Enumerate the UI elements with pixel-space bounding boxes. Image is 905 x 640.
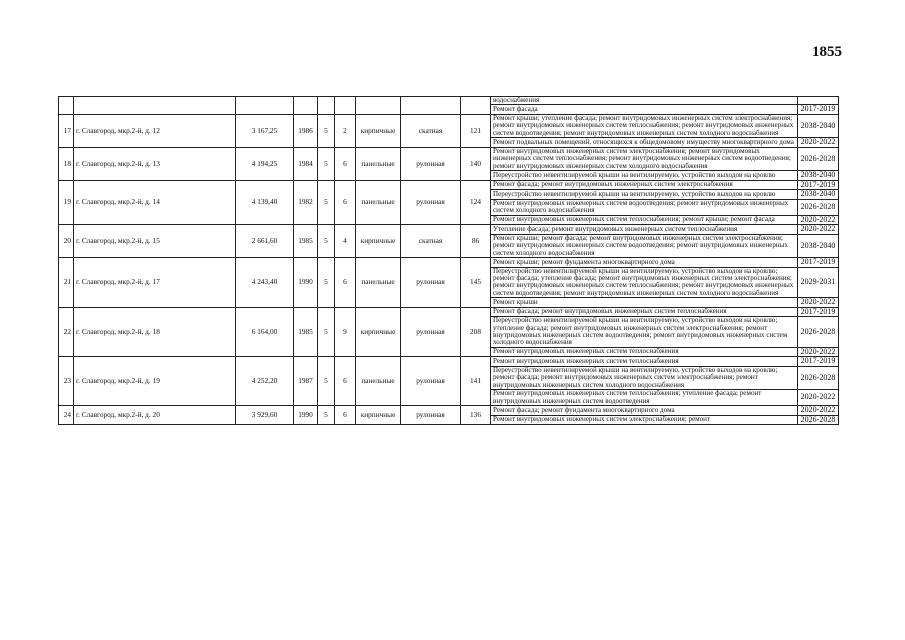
entrances-count: 9 bbox=[335, 307, 356, 357]
entrances-count: 4 bbox=[335, 225, 356, 258]
work-period: 2038-2040 bbox=[798, 170, 839, 180]
build-year: 1985 bbox=[294, 307, 318, 357]
table-row bbox=[59, 357, 839, 367]
floors-count: 5 bbox=[318, 257, 335, 307]
work-period: 2020-2022 bbox=[798, 138, 839, 148]
wall-material: кирпичные bbox=[356, 225, 401, 258]
empty-cell bbox=[74, 97, 236, 115]
apartments-count: 140 bbox=[461, 147, 491, 180]
floors-count: 5 bbox=[318, 357, 335, 406]
house-address: г. Славгород, мкр.2-й, д. 15 bbox=[74, 225, 236, 258]
floors-count: 5 bbox=[318, 225, 335, 258]
empty-cell bbox=[294, 97, 318, 115]
empty-cell bbox=[318, 97, 335, 115]
work-period: 2020-2022 bbox=[798, 298, 839, 308]
table-row bbox=[59, 307, 839, 317]
build-year: 1990 bbox=[294, 405, 318, 424]
roof-type: рулонная bbox=[401, 257, 461, 307]
wall-material: панельные bbox=[356, 180, 401, 225]
wall-material: панельные bbox=[356, 147, 401, 180]
roof-type: рулонная bbox=[401, 357, 461, 406]
total-area: 4 194,25 bbox=[236, 147, 294, 180]
work-period: 2020-2022 bbox=[798, 405, 839, 415]
work-period: 2026-2028 bbox=[798, 415, 839, 425]
total-area: 4 139,40 bbox=[236, 180, 294, 225]
row-number: 22 bbox=[59, 307, 74, 357]
work-description: Ремонт фасада; ремонт фундамента многоквартирного дома bbox=[491, 405, 798, 415]
table-row bbox=[59, 115, 839, 138]
work-period: 2017-2019 bbox=[798, 257, 839, 267]
apartments-count: 121 bbox=[461, 115, 491, 148]
total-area: 2 661,60 bbox=[236, 225, 294, 258]
wall-material: панельные bbox=[356, 357, 401, 406]
house-address: г. Славгород, мкр.2-й, д. 19 bbox=[74, 357, 236, 406]
table-body bbox=[59, 97, 839, 425]
entrances-count: 6 bbox=[335, 147, 356, 180]
work-period: 2029-2031 bbox=[798, 267, 839, 298]
roof-type: рулонная bbox=[401, 180, 461, 225]
work-period: 2017-2019 bbox=[798, 105, 839, 115]
roof-type: рулонная bbox=[401, 147, 461, 180]
empty-cell bbox=[356, 97, 401, 115]
row-number: 23 bbox=[59, 357, 74, 406]
row-number: 19 bbox=[59, 180, 74, 225]
housing-register-table bbox=[58, 96, 839, 425]
work-description: Ремонт внутридомовых инженерных систем водоотведения; ремонт внутридомовых инженерных систем холодного водоснабжения bbox=[491, 199, 798, 215]
work-description: Ремонт внутридомовых инженерных систем теплоснабжения bbox=[491, 357, 798, 367]
wall-material: панельные bbox=[356, 257, 401, 307]
row-number: 20 bbox=[59, 225, 74, 258]
floors-count: 5 bbox=[318, 180, 335, 225]
work-description: Ремонт внутридомовых инженерных систем теплоснабжения; ремонт крыши; ремонт фасада bbox=[491, 215, 798, 225]
work-description: Переустройство невентилируемой крыши на вентилируемую, устройство выходов на кровлю; утепление фасада; ремонт внутридомовых инженерных систем электроснабжения; ремонт внутридомовых инженерных систем водоотведения; ремонт внутридомовых инженерных систем холодного водоснабжения bbox=[491, 317, 798, 348]
table-row bbox=[59, 405, 839, 415]
wall-material: кирпичные bbox=[356, 115, 401, 148]
build-year: 1985 bbox=[294, 225, 318, 258]
build-year: 1982 bbox=[294, 180, 318, 225]
work-description: Ремонт внутридомовых инженерных систем теплоснабжения; утепление фасада; ремонт внутридомовых инженерных систем водоотведения bbox=[491, 390, 798, 406]
work-period: 2020-2022 bbox=[798, 215, 839, 225]
work-description: Ремонт внутридомовых инженерных систем теплоснабжения bbox=[491, 347, 798, 357]
roof-type: рулонная bbox=[401, 307, 461, 357]
work-description: Утепление фасада; ремонт внутридомовых инженерных систем теплоснабжения bbox=[491, 225, 798, 235]
roof-type: рулонная bbox=[401, 405, 461, 424]
house-address: г. Славгород, мкр.2-й, д. 18 bbox=[74, 307, 236, 357]
work-period: 2026-2028 bbox=[798, 147, 839, 170]
work-period: 2026-2028 bbox=[798, 317, 839, 348]
work-description: Переустройство невентилируемой крыши на вентилируемую, устройство выходов на кровлю bbox=[491, 190, 798, 200]
work-description: Ремонт крыши; ремонт фундамента многоквартирного дома bbox=[491, 257, 798, 267]
row-number: 21 bbox=[59, 257, 74, 307]
work-description: Ремонт крыши; ремонт фасада; ремонт внутридомовых инженерных систем электроснабжения; ремонт внутридомовых инженерных систем водоотведения; ремонт внутридомовых инженерных систем холодного водоснабжения bbox=[491, 234, 798, 257]
floors-count: 5 bbox=[318, 307, 335, 357]
apartments-count: 86 bbox=[461, 225, 491, 258]
empty-cell bbox=[401, 97, 461, 115]
build-year: 1986 bbox=[294, 115, 318, 148]
work-description: Переустройство невентилируемой крыши на вентилируемую, устройство выходов на кровлю bbox=[491, 170, 798, 180]
work-period: 2026-2028 bbox=[798, 199, 839, 215]
floors-count: 5 bbox=[318, 115, 335, 148]
wall-material: кирпичные bbox=[356, 405, 401, 424]
work-period: 2020-2022 bbox=[798, 390, 839, 406]
wall-material: кирпичные bbox=[356, 307, 401, 357]
work-description: Ремонт фасада; ремонт внутридомовых инженерных систем теплоснабжения bbox=[491, 307, 798, 317]
work-description: Ремонт подвальных помещений, относящихся к общедомовому имуществу многоквартирного дома bbox=[491, 138, 798, 148]
work-period bbox=[798, 97, 839, 105]
work-period: 2017-2019 bbox=[798, 180, 839, 190]
work-description: Переустройство невентилируемой крыши на вентилируемую, устройство выходов на кровлю; ремонт фасада; утепление фасада; ремонт внутридомовых инженерных систем электроснабжения; ремонт внутридомовых инженерных систем теплоснабжения; ремонт внутридомовых инженерных систем водоотведения; ремонт внутридомовых инженерных систем холодного водоснабжения bbox=[491, 267, 798, 298]
work-period: 2017-2019 bbox=[798, 307, 839, 317]
work-description: Ремонт крыши bbox=[491, 298, 798, 308]
roof-type: скатная bbox=[401, 225, 461, 258]
work-description: Ремонт внутридомовых инженерных систем электроснабжения; ремонт внутридомовых инженерных систем теплоснабжения; ремонт внутридомовых инженерных систем водоотведения; ремонт внутридомовых инженерных систем холодного водоснабжения bbox=[491, 147, 798, 170]
carryover-row bbox=[59, 97, 839, 105]
total-area: 6 164,00 bbox=[236, 307, 294, 357]
build-year: 1984 bbox=[294, 147, 318, 180]
entrances-count: 6 bbox=[335, 257, 356, 307]
house-address: г. Славгород, мкр.2-й, д. 13 bbox=[74, 147, 236, 180]
total-area: 3 167,25 bbox=[236, 115, 294, 148]
floors-count: 5 bbox=[318, 147, 335, 180]
work-period: 2020-2022 bbox=[798, 347, 839, 357]
house-address: г. Славгород, мкр.2-й, д. 12 bbox=[74, 115, 236, 148]
work-description: Ремонт внутридомовых инженерных систем электроснабжения; ремонт bbox=[491, 415, 798, 425]
work-description: Ремонт фасада bbox=[491, 105, 798, 115]
apartments-count: 145 bbox=[461, 257, 491, 307]
build-year: 1990 bbox=[294, 257, 318, 307]
entrances-count: 2 bbox=[335, 115, 356, 148]
work-period: 2038-2040 bbox=[798, 190, 839, 200]
entrances-count: 6 bbox=[335, 357, 356, 406]
empty-cell bbox=[461, 97, 491, 115]
empty-cell bbox=[59, 97, 74, 115]
entrances-count: 6 bbox=[335, 180, 356, 225]
work-period: 2026-2028 bbox=[798, 367, 839, 390]
table-row bbox=[59, 257, 839, 267]
work-description: Ремонт крыши; утепление фасада; ремонт внутридомовых инженерных систем электроснабжения; ремонт внутридомовых инженерных систем теплоснабжения; ремонт внутридомовых инженерных систем водоотведения; ремонт внутридомовых инженерных систем холодного водоснабжения bbox=[491, 115, 798, 138]
entrances-count: 6 bbox=[335, 405, 356, 424]
page-number: 1855 bbox=[812, 44, 842, 60]
floors-count: 5 bbox=[318, 405, 335, 424]
build-year: 1987 bbox=[294, 357, 318, 406]
work-description: водоснабжения bbox=[491, 97, 798, 105]
total-area: 4 252,20 bbox=[236, 357, 294, 406]
apartments-count: 124 bbox=[461, 180, 491, 225]
roof-type: скатная bbox=[401, 115, 461, 148]
total-area: 3 929,60 bbox=[236, 405, 294, 424]
apartments-count: 141 bbox=[461, 357, 491, 406]
row-number: 18 bbox=[59, 147, 74, 180]
work-description: Переустройство невентилируемой крыши на вентилируемую, устройство выходов на кровлю; ремонт фасада; ремонт внутридомовых инженерных систем электроснабжения; ремонт внутридомовых инженерных систем холодного водоснабжения bbox=[491, 367, 798, 390]
work-period: 2017-2019 bbox=[798, 357, 839, 367]
empty-cell bbox=[335, 97, 356, 115]
apartments-count: 208 bbox=[461, 307, 491, 357]
work-period: 2038-2040 bbox=[798, 234, 839, 257]
table-row bbox=[59, 147, 839, 170]
empty-cell bbox=[236, 97, 294, 115]
apartments-count: 136 bbox=[461, 405, 491, 424]
house-address: г. Славгород, мкр.2-й, д. 17 bbox=[74, 257, 236, 307]
house-address: г. Славгород, мкр.2-й, д. 20 bbox=[74, 405, 236, 424]
work-period: 2020-2022 bbox=[798, 225, 839, 235]
row-number: 17 bbox=[59, 115, 74, 148]
work-period: 2038-2040 bbox=[798, 115, 839, 138]
table-row bbox=[59, 180, 839, 190]
house-address: г. Славгород, мкр.2-й, д. 14 bbox=[74, 180, 236, 225]
table-row bbox=[59, 225, 839, 235]
work-description: Ремонт фасада; ремонт внутридомовых инженерных систем электроснабжения bbox=[491, 180, 798, 190]
row-number: 24 bbox=[59, 405, 74, 424]
total-area: 4 243,40 bbox=[236, 257, 294, 307]
